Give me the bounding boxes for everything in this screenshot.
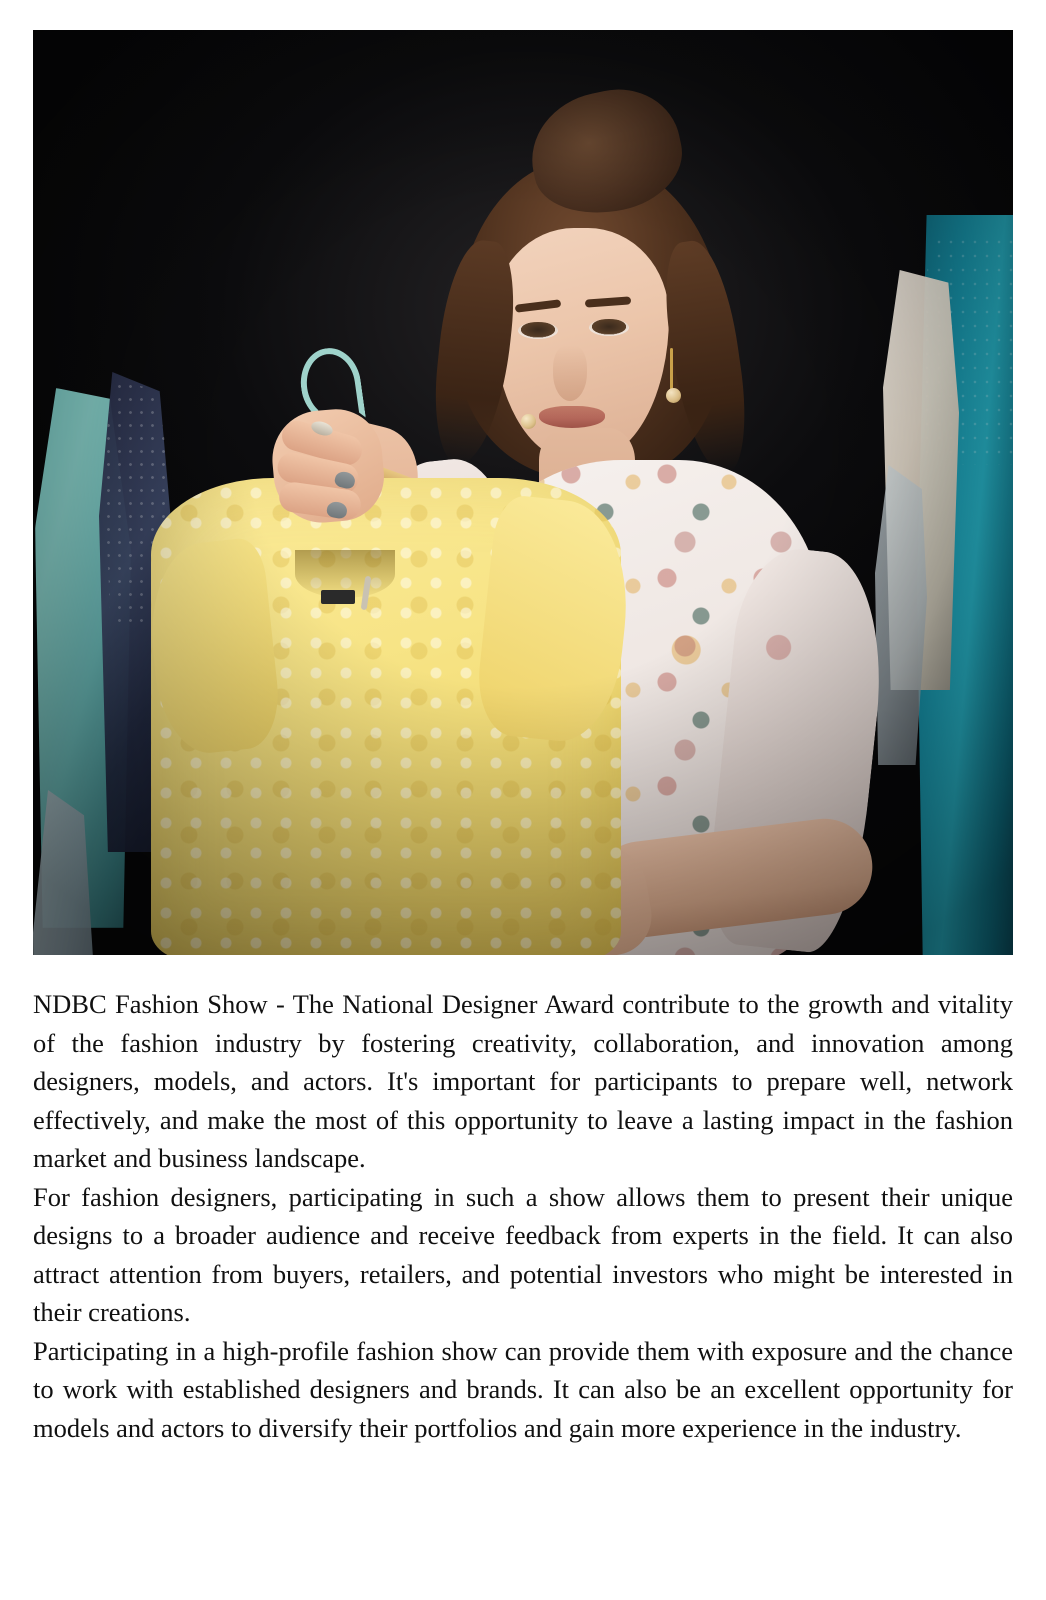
paragraph-2: For fashion designers, participating in such a show allows them to present their unique designs to a broader audience and receive feedback from experts in the field. It can also attract attention from buyers, retailers, and potential investors who might be interested in their creations. [33,1181,1013,1327]
photo-background [33,30,1013,955]
article-photo [33,30,1013,955]
paragraph-3: Participating in a high-profile fashion show can provide them with exposure and the chance to work with established designers and brands. It can also be an excellent opportunity for models and actors to diversify their portfolios and gain more experience in the industry. [33,1335,1013,1443]
blouse-label-tag [321,590,355,604]
eye-left [518,322,558,339]
article-body [33,985,1013,1447]
eye-right [589,319,629,336]
earring-drop [666,348,680,426]
earring-stud [521,414,536,429]
paragraph-1: NDBC Fashion Show - The National Designer Award contribute to the growth and vitality of the fashion industry by fostering creativity, collaboration, and innovation among designers, models, and actors. It's important for participants to prepare well, network effectively, and make the most of this opportunity to leave a lasting impact in the fashion market and business landscape. [33,989,1013,1173]
lips [539,406,605,428]
nose [553,345,587,401]
